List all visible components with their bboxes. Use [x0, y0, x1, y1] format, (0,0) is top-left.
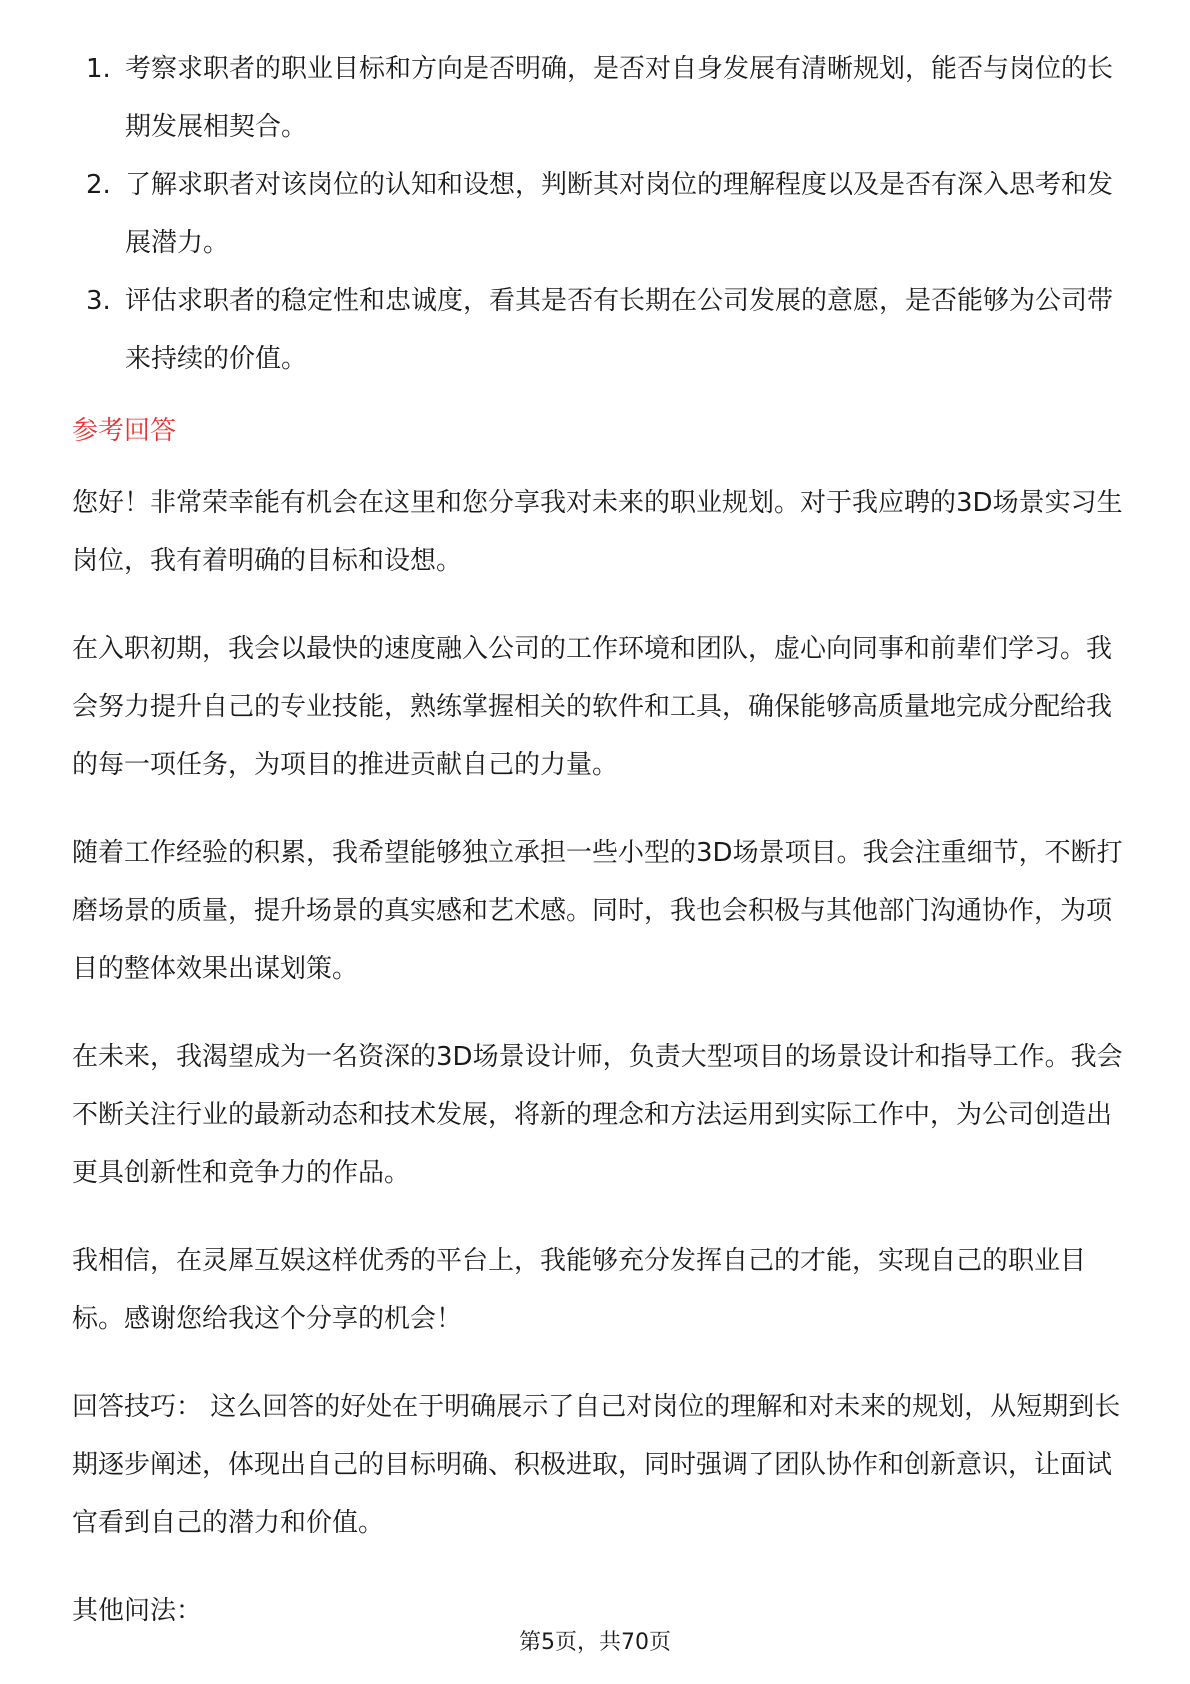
answer-paragraph: 我相信，在灵犀互娱这样优秀的平台上，我能够充分发挥自己的才能，实现自己的职业目标。感谢您给我这个分享的机会！ — [72, 1246, 1087, 1334]
list-number: 2. — [86, 170, 111, 200]
list-item — [72, 272, 1132, 388]
other-questions-label: 其他问法： — [72, 1596, 203, 1626]
list-number: 3. — [86, 286, 111, 316]
reason-list — [72, 40, 1132, 388]
document-content — [72, 40, 1132, 1640]
list-number: 1. — [86, 54, 111, 84]
section-title: 参考回答 — [72, 416, 177, 446]
answer-tips-paragraph: 回答技巧： 这么回答的好处在于明确展示了自己对岗位的理解和对未来的规划，从短期到长期逐步阐述，体现出自己的目标明确、积极进取，同时强调了团队协作和创新意识，让面试官看到自己的潜力和价值。 — [72, 1392, 1121, 1538]
answer-paragraph: 您好！非常荣幸能有机会在这里和您分享我对未来的职业规划。对于我应聘的3D场景实习生岗位，我有着明确的目标和设想。 — [72, 488, 1123, 576]
list-text: 评估求职者的稳定性和忠诚度，看其是否有长期在公司发展的意愿，是否能够为公司带来持续的价值。 — [125, 286, 1114, 374]
list-text: 考察求职者的职业目标和方向是否明确，是否对自身发展有清晰规划，能否与岗位的长期发展相契合。 — [125, 54, 1114, 142]
answer-paragraph: 随着工作经验的积累，我希望能够独立承担一些小型的3D场景项目。我会注重细节，不断打磨场景的质量，提升场景的真实感和艺术感。同时，我也会积极与其他部门沟通协作，为项目的整体效果出谋划策。 — [72, 838, 1123, 984]
answer-paragraph: 在未来，我渴望成为一名资深的3D场景设计师，负责大型项目的场景设计和指导工作。我会不断关注行业的最新动态和技术发展，将新的理念和方法运用到实际工作中，为公司创造出更具创新性和竞争力的作品。 — [72, 1042, 1123, 1188]
page-footer: 第5页，共70页 — [519, 1630, 671, 1655]
answer-paragraph: 在入职初期，我会以最快的速度融入公司的工作环境和团队，虚心向同事和前辈们学习。我会努力提升自己的专业技能，熟练掌握相关的软件和工具，确保能够高质量地完成分配给我的每一项任务，为项目的推进贡献自己的力量。 — [72, 634, 1113, 780]
list-item — [72, 40, 1132, 156]
list-item — [72, 156, 1132, 272]
list-text: 了解求职者对该岗位的认知和设想，判断其对岗位的理解程度以及是否有深入思考和发展潜力。 — [125, 170, 1114, 258]
